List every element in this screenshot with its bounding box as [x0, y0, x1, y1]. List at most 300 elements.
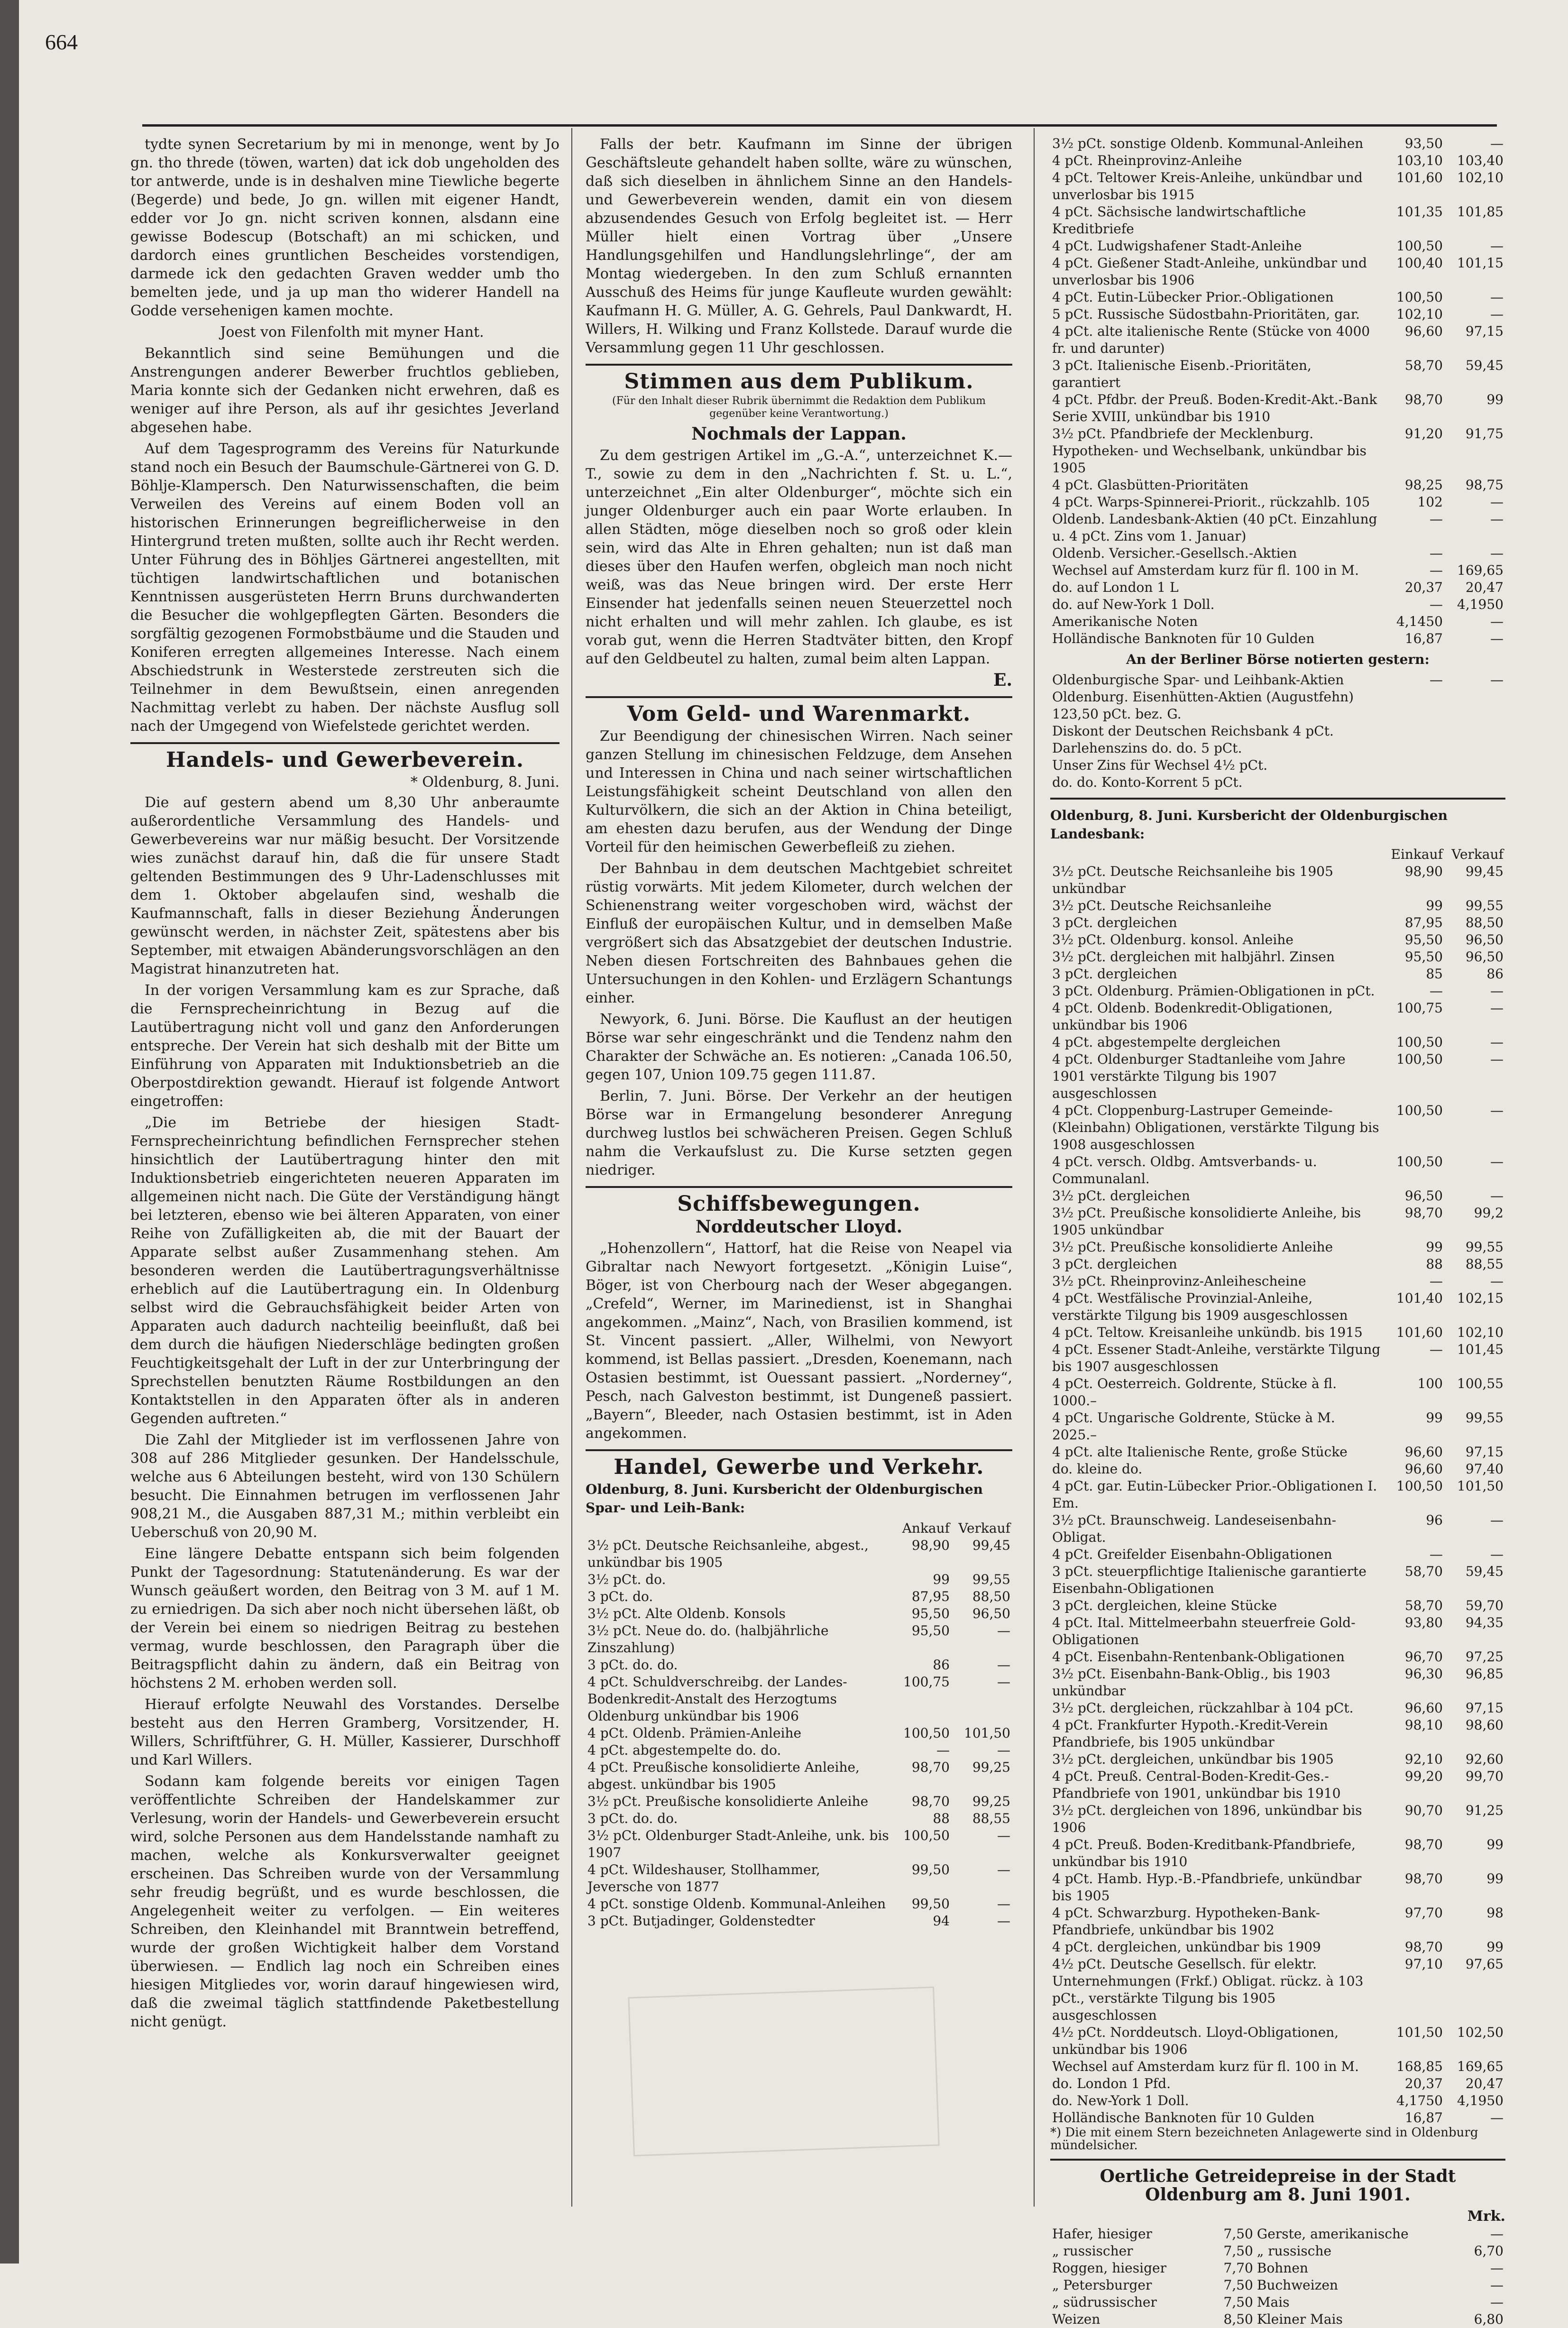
table-cell: 3½ pCt. Eisenbahn-Bank-Oblig., bis 1903 unkündbar — [1052, 1666, 1330, 1699]
table-cell: 8,50 — [1223, 2311, 1253, 2327]
table-row — [586, 1674, 1012, 1725]
table-cell: 4 pCt. Schwarzburg. Hypotheken-Bank-Pfandbriefe, unkündbar bis 1902 — [1052, 1905, 1320, 1938]
table-row — [586, 1896, 1012, 1913]
table-cell: 4 pCt. versch. Oldbg. Amtsverbands- u. Communalanl. — [1052, 1154, 1317, 1187]
table-row — [1050, 1409, 1505, 1444]
table-header-row — [586, 1520, 1012, 1537]
table-row — [1050, 1546, 1505, 1563]
table-cell: 100,50 — [903, 1725, 950, 1741]
table-cell: 96,70 — [1404, 1649, 1443, 1665]
table-cell: 4½ pCt. Deutsche Gesellsch. für elektr. Unternehmungen (Frkf.) Obligat. rückz. à 103 pCt., verstärkte Tilgung bis 1905 ausgeschlossen — [1052, 1956, 1364, 2023]
paragraph: Joest von Filenfolth mit myner Hant. — [220, 324, 484, 340]
table-row — [1050, 323, 1505, 357]
paragraph: Eine längere Debatte entspann sich beim folgenden Punkt der Tagesordnung: Statutenänderung. Es war der Wunsch geäußert worden, den Beitrag von 3 M. auf 1 M. zu erniedrigen. Da sich aber noch nicht übersehen läßt, ob der Verein bei einem so niedrigen Beitrag zu bestehen vermag, wurde beschlossen, den Paragraph über die Beitragspflicht dahin zu ändern, daß ein Beitrag von höchstens 2 M. erhoben werden soll. — [130, 1546, 559, 1692]
table-cell: — — [1490, 1051, 1504, 1067]
table-row — [1050, 1956, 1505, 2024]
table-cell: 101,50 — [1396, 2024, 1443, 2040]
berlin-table — [1050, 672, 1505, 791]
table-cell: do. New-York 1 Doll. — [1052, 2093, 1189, 2108]
table-cell — [1445, 774, 1505, 791]
table-cell: — — [1490, 289, 1504, 305]
signature: E. — [993, 670, 1012, 690]
table-cell: 20,47 — [1465, 580, 1504, 595]
table-row — [1050, 2092, 1505, 2109]
table-cell: 87,95 — [911, 1589, 950, 1604]
table-row — [1050, 1802, 1505, 1836]
table-row — [1050, 391, 1505, 425]
table-cell: — — [1490, 672, 1504, 688]
table-cell: 97,15 — [1465, 323, 1504, 339]
table-cell: 3½ pCt. Neue do. do. (halbjährliche Zinszahlung) — [587, 1623, 829, 1656]
table-cell: 100,50 — [1396, 1154, 1443, 1169]
table-cell — [1445, 723, 1505, 740]
table-cell: — — [1430, 1342, 1443, 1357]
table-cell: — — [1490, 2260, 1504, 2276]
table-cell: — — [936, 1742, 950, 1758]
table-cell: 102,10 — [1457, 170, 1504, 185]
table-cell: 99,55 — [1465, 1239, 1504, 1255]
table-cell: 103,40 — [1457, 153, 1504, 168]
table-cell: 99,45 — [972, 1537, 1010, 1553]
table-cell: — — [1490, 136, 1504, 151]
table-cell: 96,60 — [1404, 1700, 1443, 1716]
table-cell: 101,50 — [1457, 1478, 1504, 1494]
table-cell: — — [997, 1657, 1010, 1673]
table-cell: 100,75 — [1396, 1000, 1443, 1016]
table-cell: — — [1490, 1188, 1504, 1204]
table-cell: — — [1490, 545, 1504, 561]
table-row — [1050, 1512, 1505, 1546]
table-cell: Oldenb. Versicher.-Gesellsch.-Aktien — [1052, 545, 1297, 561]
table-cell: 4 pCt. Oldenb. Prämien-Anleihe — [587, 1725, 802, 1741]
table-row — [1050, 2294, 1505, 2311]
table-cell: — — [1430, 672, 1443, 688]
table-cell: — — [1490, 1154, 1504, 1169]
table-cell: 88 — [1426, 1256, 1443, 1272]
table-cell: 4 pCt. Schuldverschreibg. der Landes-Bodenkredit-Anstalt des Herzogtums Oldenburg unkündbar bis 1906 — [587, 1674, 847, 1724]
table-row — [1050, 596, 1505, 613]
table-row — [1050, 2260, 1505, 2277]
unit-label: Mrk. — [1467, 2208, 1505, 2225]
table-row — [1050, 425, 1505, 477]
section-heading: Vom Geld- und Warenmarkt. — [627, 702, 971, 726]
table-cell: 91,75 — [1465, 426, 1504, 442]
table-cell: 3 pCt. do. do. — [587, 1811, 678, 1826]
section-rule — [586, 1449, 1012, 1451]
table-cell: 95,50 — [1404, 932, 1443, 948]
table-cell: 97,15 — [1465, 1444, 1504, 1460]
table-cell: 3 pCt. dergleichen — [1052, 966, 1177, 982]
table-row — [1050, 2226, 1505, 2243]
table-cell: Hafer, hiesiger — [1052, 2226, 1152, 2242]
table-cell: Gerste, amerikanische — [1256, 2226, 1409, 2242]
table-cell: 96,85 — [1465, 1666, 1504, 1682]
table-row — [1050, 757, 1505, 774]
table-cell: 96,50 — [1465, 949, 1504, 965]
table-cell: 3½ pCt. Deutsche Reichsanleihe — [1052, 898, 1272, 913]
table-cell: 7,70 — [1223, 2260, 1253, 2276]
table-cell: 4 pCt. Westfälische Provinzial-Anleihe, verstärkte Tilgung bis 1909 ausgeschlossen — [1052, 1290, 1348, 1323]
table-cell: 58,70 — [1404, 1598, 1443, 1613]
table-row — [1050, 689, 1505, 723]
table-row — [1050, 723, 1505, 740]
header-cell: Verkauf — [1451, 847, 1504, 862]
table-cell: Oldenburg. Eisenhütten-Aktien (Augustfehn) 123,50 pCt. bez. G. — [1052, 689, 1354, 722]
table-header-row — [1050, 846, 1505, 863]
table-row — [1050, 966, 1505, 983]
table-row — [1050, 774, 1505, 791]
table-cell: Oldenb. Landesbank-Aktien (40 pCt. Einzahlung u. 4 pCt. Zins vom 1. Januar) — [1052, 511, 1377, 544]
table-cell: 3 pCt. steuerpflichtige Italienische garantierte Eisenbahn-Obligationen — [1052, 1564, 1366, 1596]
table-cell: „ Petersburger — [1052, 2277, 1152, 2293]
table-row — [586, 1588, 1012, 1605]
header-cell — [1050, 846, 1384, 863]
table-row — [586, 1742, 1012, 1759]
table-cell: Roggen, hiesiger — [1052, 2260, 1166, 2276]
table-cell: 7,50 — [1223, 2277, 1253, 2293]
section-heading: Handel, Gewerbe und Verkehr. — [614, 1455, 984, 1479]
table-cell: — — [1490, 983, 1504, 999]
table-cell: 86 — [1486, 966, 1504, 982]
table-row — [1050, 1665, 1505, 1700]
table-cell: — — [997, 1913, 1010, 1929]
header-cell: Einkauf — [1391, 847, 1443, 862]
table-cell: — — [1490, 511, 1504, 527]
table-cell: 4,1450 — [1396, 614, 1443, 629]
table-row — [1050, 1836, 1505, 1870]
grain-table — [1050, 2226, 1505, 2328]
table-cell: 20,37 — [1404, 2076, 1443, 2091]
table-cell: 102,10 — [1457, 1325, 1504, 1340]
table-cell: — — [1490, 2277, 1504, 2293]
table-row — [1050, 477, 1505, 494]
table-cell: 99 — [1426, 898, 1443, 913]
table-cell: — — [997, 1623, 1010, 1638]
table-cell: 4 pCt. Preußische konsolidierte Anleihe, abgest. unkündbar bis 1905 — [587, 1759, 860, 1792]
table-cell: 97,25 — [1465, 1649, 1504, 1665]
table-cell: 99,25 — [972, 1759, 1010, 1775]
table-cell: 99,55 — [1465, 898, 1504, 913]
paragraph: Berlin, 7. Juni. Börse. Der Verkehr an der heutigen Börse war in Ermangelung besonderer Anregung durchweg lustlos bei schwächeren Preisen. Gegen Schluß nahm die Verkaufslust zu. Die Kurse setzten gegen niedriger. — [586, 1088, 1012, 1178]
table-cell: 58,70 — [1404, 1564, 1443, 1579]
table-cell: 3½ pCt. Preußische konsolidierte Anleihe, bis 1905 unkündbar — [1052, 1205, 1361, 1238]
table-cell: 98,70 — [911, 1759, 950, 1775]
table-cell: 3 pCt. do. — [587, 1589, 653, 1604]
paragraph: In der vorigen Versammlung kam es zur Sprache, daß die Fernsprecheinrichtung in Bezug auf die Lautübertragung nicht voll und ganz den Anforderungen entspreche. Der Verein hat sich deshalb mit der Bitte um Einführung von Apparaten mit Induktionsbetrieb an die Oberpostdirektion gewandt. Hierauf ist folgende Antwort eingetroffen: — [130, 982, 559, 1110]
table-cell: 99,55 — [1465, 1410, 1504, 1426]
table-cell: Wechsel auf Amsterdam kurz für fl. 100 in M. — [1052, 2059, 1359, 2074]
table-cell: Weizen — [1052, 2311, 1100, 2327]
table-cell: 4 pCt. Warps-Spinnerei-Priorit., rückzahlb. 105 — [1052, 494, 1370, 510]
table-row — [1050, 1939, 1505, 1956]
table-cell: 99 — [1486, 1837, 1504, 1852]
table-cell — [1445, 757, 1505, 774]
table-cell: 91,20 — [1404, 426, 1443, 442]
table-cell: 92,60 — [1465, 1751, 1504, 1767]
table-cell: — — [1490, 2226, 1504, 2242]
table-row — [1050, 1461, 1505, 1478]
table-cell: 3½ pCt. dergleichen von 1896, unkündbar bis 1906 — [1052, 1803, 1362, 1835]
table-cell — [1384, 757, 1445, 774]
table-row — [1050, 983, 1505, 1000]
table-row — [1050, 1768, 1505, 1802]
table-cell: 4 pCt. Oesterreich. Goldrente, Stücke à fl. 1000.– — [1052, 1376, 1337, 1408]
table-row — [1050, 1751, 1505, 1768]
table-cell: 98,70 — [1404, 1837, 1443, 1852]
table-cell: 99,45 — [1465, 864, 1504, 879]
table-cell: 3½ pCt. sonstige Oldenb. Kommunal-Anleihen — [1052, 136, 1364, 151]
table-cell: 102,15 — [1457, 1290, 1504, 1306]
header-cell — [586, 1520, 891, 1537]
table-cell: 16,87 — [1404, 2110, 1443, 2126]
table-row — [1050, 948, 1505, 966]
table-cell: 3½ pCt. Rheinprovinz-Anleihescheine — [1052, 1273, 1306, 1289]
table-cell: 88,55 — [1465, 1256, 1504, 1272]
table-title: Oldenburg, 8. Juni. Kursbericht der Oldenburgischen Landesbank: — [1050, 808, 1448, 842]
section-rule — [586, 1186, 1012, 1188]
table-cell: — — [1490, 1546, 1504, 1562]
section-heading: Schiffsbewegungen. — [677, 1192, 921, 1216]
table-cell: 101,40 — [1396, 1290, 1443, 1306]
table-cell: 101,15 — [1457, 255, 1504, 271]
table-cell: — — [1490, 1000, 1504, 1016]
section-heading: Handels- und Gewerbeverein. — [165, 748, 524, 772]
table-cell: — — [1490, 494, 1504, 510]
article-title: Norddeutscher Lloyd. — [695, 1217, 903, 1237]
table-row — [1050, 914, 1505, 931]
table-cell: 3 pCt. Italienische Eisenb.-Prioritäten, garantiert — [1052, 358, 1311, 390]
table-row — [1050, 897, 1505, 914]
column-divider — [571, 128, 572, 2207]
table-cell: 102 — [1417, 494, 1443, 510]
landesbank-table — [1050, 846, 1505, 2126]
table-cell: 96,50 — [1465, 932, 1504, 948]
table-row — [1050, 289, 1505, 306]
table-cell: 3 pCt. dergleichen, kleine Stücke — [1052, 1598, 1277, 1613]
table-row — [1050, 562, 1505, 579]
table-row — [586, 1827, 1012, 1861]
table-cell: — — [1490, 614, 1504, 629]
table-cell: 4 pCt. dergleichen, unkündbar bis 1909 — [1052, 1939, 1321, 1955]
table-row — [1050, 1187, 1505, 1205]
editorial-note: (Für den Inhalt dieser Rubrik übernimmt die Redaktion dem Publikum gegenüber keine Verantwortung.) — [612, 395, 986, 420]
table-row — [1050, 2058, 1505, 2075]
paragraph: Falls der betr. Kaufmann im Sinne der übrigen Geschäftsleute gehandelt haben sollte, wäre zu wünschen, daß sich dieselben in ähnlichem Sinne an den Handels- und Gewerbeverein wenden, damit ein von diesem abzusendendes Gesuch von Erfolg begleitet ist. — Herr Müller hielt einen Vortrag über „Unsere Handlungsgehilfen und Handlungslehrlinge“, der am Montag wiedergeben. In den zum Schluß ernannten Ausschuß des Heims für junge Kaufleute wurden gewählt: Kaufmann H. G. Müller, A. G. Gehrels, Paul Dankwardt, H. Willers, H. Wilking und Franz Kollstede. Darauf wurde die Versammlung gegen 11 Uhr geschlossen. — [586, 136, 1012, 356]
table-cell — [1384, 723, 1445, 740]
table-cell: 99,50 — [911, 1862, 950, 1877]
table-row — [1050, 1717, 1505, 1751]
rates-table — [586, 1520, 1012, 1930]
table-cell: — — [1490, 1512, 1504, 1528]
table-cell: 99 — [1426, 1239, 1443, 1255]
table-cell: 3 pCt. do. do. — [587, 1657, 678, 1673]
table-cell: 3½ pCt. Deutsche Reichsanleihe, abgest., unkündbar bis 1905 — [587, 1537, 869, 1570]
table-cell: 59,70 — [1465, 1598, 1504, 1613]
table-cell: 99,70 — [1465, 1768, 1504, 1784]
table-cell — [1445, 689, 1505, 723]
table-row — [586, 1622, 1012, 1656]
table-cell: — — [1430, 1546, 1443, 1562]
table-cell: 16,87 — [1404, 631, 1443, 646]
table-cell: 59,45 — [1465, 1564, 1504, 1579]
table-row — [1050, 306, 1505, 323]
table-row — [1050, 203, 1505, 238]
table-row — [586, 1571, 1012, 1588]
table-cell: 3½ pCt. Oldenburg. konsol. Anleihe — [1052, 932, 1293, 948]
table-row — [586, 1656, 1012, 1674]
table-cell: 97,70 — [1404, 1905, 1443, 1921]
table-cell: 4 pCt. Ungarische Goldrente, Stücke à M. 2025.– — [1052, 1410, 1335, 1443]
table-cell: 4 pCt. Teltow. Kreisanleihe unkündb. bis 1915 — [1052, 1325, 1363, 1340]
table-cell: 100,55 — [1457, 1376, 1504, 1391]
table-cell: 96 — [1426, 1512, 1443, 1528]
table-row — [1050, 238, 1505, 255]
table-cell: 4 pCt. gar. Eutin-Lübecker Prior.-Obligationen I. Em. — [1052, 1478, 1377, 1511]
table-cell: Buchweizen — [1256, 2277, 1339, 2293]
table-row — [1050, 1239, 1505, 1256]
table-row — [1050, 1648, 1505, 1665]
table-cell: 98,70 — [1404, 1939, 1443, 1955]
table-cell: Holländische Banknoten für 10 Gulden — [1052, 2110, 1315, 2126]
table-cell: 98,70 — [1404, 1205, 1443, 1221]
table-cell: Oldenburgische Spar- und Leihbank-Aktien — [1052, 672, 1344, 688]
table-cell: „ südrussischer — [1052, 2294, 1157, 2310]
table-cell: 4 pCt. alte Italienische Rente, große Stücke — [1052, 1444, 1348, 1460]
table-cell: 95,50 — [911, 1606, 950, 1621]
table-cell: Unser Zins für Wechsel 4½ pCt. — [1052, 757, 1268, 773]
table-cell: 102,10 — [1396, 306, 1443, 322]
table-row — [586, 1793, 1012, 1810]
table-cell: — — [1430, 1273, 1443, 1289]
table-cell: Diskont der Deutschen Reichsbank 4 pCt. — [1052, 723, 1334, 739]
table-cell: 4,1950 — [1457, 2093, 1504, 2108]
table-cell: — — [1490, 1273, 1504, 1289]
paragraph: Der Bahnbau in dem deutschen Machtgebiet schreitet rüstig vorwärts. Mit jedem Kilometer, durch welchen der Schienenstrang weiter vorgeschoben wird, wächst der Einfluß der europäischen Kultur, und in demselben Maße vergrößert sich das Absatzgebiet der deutschen Industrie. Neben diesen Fortschreiten des Bahnbaues gehen die Untersuchungen in den Kohlen- und Erzlägern Schantungs einher. — [586, 860, 1012, 1006]
header-cell: Ankauf — [902, 1520, 950, 1536]
table-row — [1050, 672, 1505, 689]
table-cell: 4½ pCt. Norddeutsch. Lloyd-Obligationen, unkündbar bis 1906 — [1052, 2024, 1339, 2057]
table-cell: do. auf New-York 1 Doll. — [1052, 597, 1215, 612]
table-cell: 4 pCt. sonstige Oldenb. Kommunal-Anleihen — [587, 1896, 886, 1912]
paragraph: Die auf gestern abend um 8,30 Uhr anberaumte außerordentliche Versammlung des Handels- und Gewerbevereins war nur mäßig besucht. Der Vorsitzende wies zunächst darauf hin, daß die für unsere Stadt geltenden Bestimmungen des 9 Uhr-Ladenschlusses mit dem 1. Oktober abgelaufen sind, weshalb die Kaufmannschaft, falls in dieser Beziehung Änderungen gewünscht werden, in nächster Zeit, spätestens aber bis September, mit etwaigen Abänderungsvorschlägen an den Magistrat hinanzutreten hat. — [130, 794, 559, 977]
table-cell: 100,50 — [1396, 1103, 1443, 1118]
table-row — [586, 1810, 1012, 1827]
table-row — [1050, 1153, 1505, 1187]
table-row — [1050, 1256, 1505, 1273]
table-row — [1050, 1444, 1505, 1461]
table-cell: 100,50 — [1396, 1034, 1443, 1050]
table-cell: 101,50 — [964, 1725, 1010, 1741]
table-cell — [1445, 740, 1505, 757]
table-cell: Darlehenszins do. do. 5 pCt. — [1052, 740, 1242, 756]
table-cell: 88,50 — [1465, 915, 1504, 930]
table-row — [1050, 613, 1505, 630]
section-rule — [1050, 2159, 1505, 2161]
table-cell: 4,1950 — [1457, 597, 1504, 612]
table-row — [1050, 863, 1505, 897]
table-cell: 100,50 — [1396, 238, 1443, 254]
table-cell: — — [1430, 545, 1443, 561]
table-cell: 97,40 — [1465, 1461, 1504, 1477]
table-cell: 94 — [933, 1913, 950, 1929]
table-cell: 3½ pCt. do. — [587, 1572, 666, 1587]
paragraph: Sodann kam folgende bereits vor einigen Tagen veröffentlichte Schreiben der Handelskammer zur Verlesung, worin der Handels- und Gewerbeverein ersucht wird, solche Personen aus dem Handelsstande namhaft zu machen, welche als Konkursverwalter geeignet erscheinen. Das Schreiben wurde von der Versammlung sehr freudig begrüßt, und es wurde beschlossen, die Angelegenheit weiter zu verfolgen. — Ein weiteres Schreiben, den Kleinhandel mit Branntwein betreffend, wurde der großen Wichtigkeit halber dem Vorstand überwiesen. — Endlich lag noch ein Schreiben eines hiesigen Mitgliedes vor, worin darauf hingewiesen wird, daß die zweimal täglich stattfindende Paketbestellung nicht genügt. — [130, 1773, 559, 2030]
table-cell: 96,60 — [1404, 323, 1443, 339]
table-cell: — — [997, 1742, 1010, 1758]
table-cell: 100,40 — [1396, 255, 1443, 271]
table-cell: 4 pCt. Rheinprovinz-Anleihe — [1052, 153, 1242, 168]
table-cell: 20,37 — [1404, 580, 1443, 595]
table-cell: 101,85 — [1457, 204, 1504, 220]
table-cell: 4 pCt. Cloppenburg-Lastruper Gemeinde-(Kleinbahn) Obligationen, verstärkte Tilgung bis 1908 ausgeschlossen — [1052, 1103, 1379, 1152]
table-cell: — — [1490, 2110, 1504, 2126]
table-cell: 4 pCt. abgestempelte dergleichen — [1052, 1034, 1281, 1050]
paragraph: „Hohenzollern“, Hattorf, hat die Reise von Neapel via Gibraltar nach Newyort fortgesetzt. „Königin Luise“, Böger, ist von Cherbourg nach der Weser abgegangen. „Crefeld“, Werner, im Marinedienst, ist in Shanghai angekommen. „Mainz“, Nach, von Brasilien kommend, ist St. Vincent passiert. „Aller, Wilhelmi, von Newyort kommend, ist Bellas passiert. „Dresden, Koenemann, nach Ostasien bestimmt, ist Ouessant passiert. „Norderney“, Pesch, nach Galveston bestimmt, ist Dungeneß passiert. „Bayern“, Bleeder, nach Ostasien bestimmt, ist in Aden angekommen. — [586, 1240, 1012, 1442]
table-cell: 85 — [1426, 966, 1443, 982]
table-cell: 4 pCt. Oldenburger Stadtanleihe vom Jahre 1901 verstärkte Tilgung bis 1907 ausgeschlossen — [1052, 1051, 1346, 1101]
table-row — [586, 1913, 1012, 1930]
table-row — [1050, 1870, 1505, 1905]
table-cell: — — [1490, 2294, 1504, 2310]
table-cell: 99 — [933, 1572, 950, 1587]
table-row — [1050, 1375, 1505, 1409]
table-cell: 87,95 — [1404, 915, 1443, 930]
table-cell: 98,90 — [1404, 864, 1443, 879]
table-cell: 4 pCt. Preuß. Central-Boden-Kredit-Ges.-Pfandbriefe von 1901, unkündbar bis 1910 — [1052, 1768, 1341, 1801]
table-row — [1050, 630, 1505, 647]
table-cell: 97,10 — [1404, 1956, 1443, 1972]
table-cell: 98,75 — [1465, 477, 1504, 493]
table-row — [1050, 2109, 1505, 2126]
faded-stamp — [628, 1987, 939, 2156]
table-cell: 6,80 — [1474, 2311, 1504, 2327]
table-row — [1050, 1000, 1505, 1034]
table-cell: 100 — [1417, 1376, 1443, 1391]
table-cell: 4 pCt. Wildeshauser, Stollhammer, Jeversche von 1877 — [587, 1862, 820, 1895]
paragraph: Bekanntlich sind seine Bemühungen und die Anstrengungen anderer Bewerber fruchtlos geblieben, Maria konnte sich der Gedanken nicht erwehren, daß es weniger auf ihre Person, als auf ihr gesichtes Jeverland abgesehen habe. — [130, 345, 559, 436]
table-row — [1050, 1478, 1505, 1512]
table-cell: — — [997, 1828, 1010, 1843]
table-title: Oldenburg, 8. Juni. Kursbericht der Oldenburgischen Spar- und Leih-Bank: — [586, 1481, 983, 1516]
table-cell: 4 pCt. Sächsische landwirtschaftliche Kreditbriefe — [1052, 204, 1306, 237]
table-row — [1050, 1614, 1505, 1648]
table-cell: — — [1490, 631, 1504, 646]
table-cell: 96,60 — [1404, 1461, 1443, 1477]
table-cell: 96,30 — [1404, 1666, 1443, 1682]
table-cell: — — [1490, 1103, 1504, 1118]
table-row — [586, 1759, 1012, 1793]
table-cell: 103,10 — [1396, 153, 1443, 168]
table-cell: do. do. Konto-Korrent 5 pCt. — [1052, 774, 1243, 790]
section-rule — [1050, 798, 1505, 800]
section-heading: Stimmen aus dem Publikum. — [624, 369, 974, 394]
scan-binding-edge — [0, 0, 19, 2264]
table-cell: 3½ pCt. Pfandbriefe der Mecklenburg. Hypotheken- und Wechselbank, unkündbar bis 1905 — [1052, 426, 1366, 476]
table-cell: do. London 1 Pfd. — [1052, 2076, 1171, 2091]
table-cell: 101,60 — [1396, 170, 1443, 185]
table-cell: 93,50 — [1404, 136, 1443, 151]
table-row — [1050, 2024, 1505, 2058]
table-cell: Bohnen — [1256, 2260, 1308, 2276]
table-row — [1050, 1034, 1505, 1051]
table-cell: 93,80 — [1404, 1615, 1443, 1630]
table-cell: Wechsel auf Amsterdam kurz für fl. 100 in M. — [1052, 562, 1359, 578]
table-cell: 96,60 — [1404, 1444, 1443, 1460]
table-cell: 99,25 — [972, 1794, 1010, 1809]
table-cell: 98 — [1486, 1905, 1504, 1921]
table-cell: 92,10 — [1404, 1751, 1443, 1767]
table-cell: 4 pCt. Glasbütten-Prioritäten — [1052, 477, 1249, 493]
